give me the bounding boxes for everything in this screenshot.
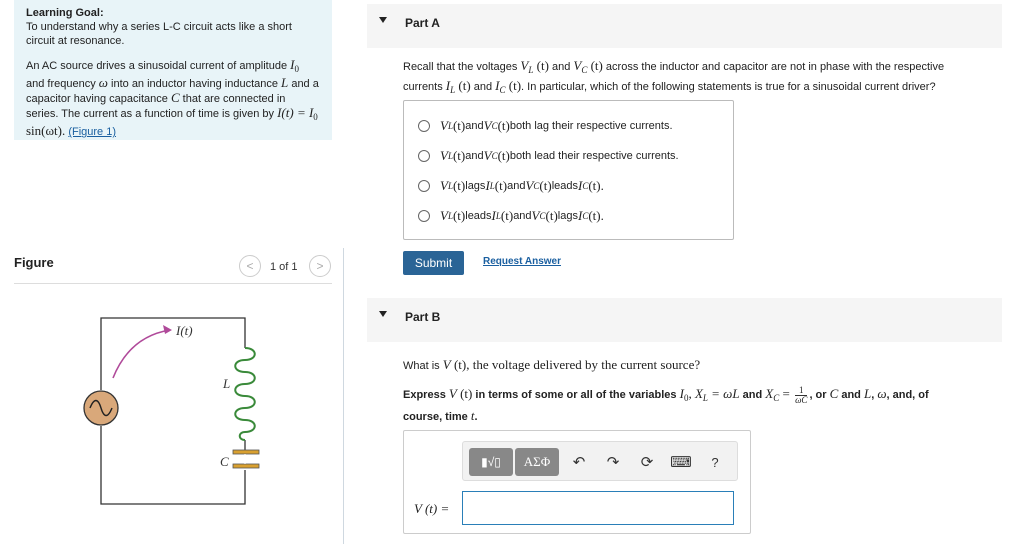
prev-figure-button[interactable]: < bbox=[239, 255, 261, 277]
current-arrow-icon bbox=[113, 325, 172, 378]
lc-circuit-figure bbox=[80, 310, 280, 510]
current-label: I(t) bbox=[176, 323, 193, 338]
part-a-question: Recall that the voltages $V_L$ (t) and $V_C$ (t) across the inductor and capacitor are not in phase with the respective currents $I_L$ (t) and $I_C$ (t). In particular, which of the following statements is true for a sinusoidal current driver? bbox=[403, 58, 945, 96]
fraction-1-over-omega-c: $\frac{1}{\omega C}$ bbox=[795, 384, 808, 405]
collapse-triangle-icon[interactable] bbox=[379, 311, 387, 317]
answer-label: V (t) = bbox=[414, 501, 450, 516]
choice-2[interactable]: V L (t) and V C (t) both lead their respective currents. bbox=[418, 147, 679, 165]
collapse-triangle-icon[interactable] bbox=[379, 17, 387, 23]
undo-icon[interactable]: ↶ bbox=[572, 454, 586, 471]
submit-button[interactable]: Submit bbox=[403, 251, 464, 275]
learning-goal-heading: Learning Goal: bbox=[26, 7, 104, 19]
figure-link[interactable]: (Figure 1) bbox=[68, 126, 116, 139]
inductor-label: L bbox=[223, 376, 231, 391]
choice-1[interactable]: V L (t) and V C (t) both lag their respective currents. bbox=[418, 117, 673, 135]
part-a-label: Part A bbox=[405, 16, 440, 30]
figure-title: Figure bbox=[14, 255, 54, 270]
inductor-icon bbox=[235, 348, 255, 440]
radio-button-1[interactable] bbox=[418, 120, 430, 132]
capacitor-icon bbox=[233, 450, 259, 468]
keyboard-icon[interactable]: ⌨ bbox=[670, 454, 692, 471]
help-icon[interactable]: ? bbox=[711, 454, 719, 470]
part-b-question: What is V (t), the voltage delivered by the current source? bbox=[403, 357, 701, 372]
capacitor-label: C bbox=[220, 454, 229, 469]
part-b-header[interactable] bbox=[367, 298, 1002, 342]
reset-icon[interactable]: ⟳ bbox=[640, 454, 654, 471]
learning-goal-text: To understand why a series L-C circuit acts like a short circuit at resonance. bbox=[26, 21, 292, 47]
choice-3[interactable]: V L (t) lags I L (t) and V C (t) leads I C (t). bbox=[418, 177, 604, 195]
ac-source-icon bbox=[84, 391, 118, 425]
math-toolbar bbox=[462, 441, 738, 481]
answer-input[interactable] bbox=[462, 491, 734, 525]
part-a-choices bbox=[403, 100, 734, 240]
problem-description: An AC source drives a sinusoidal current of amplitude $I_0$ and frequency ω into an inductor having inductance L and a capacitor having capacitance C that are connected in series. The current as a function of time is given by $I(t) = I_0$ sin(ωt). (Figure 1) bbox=[26, 57, 319, 139]
figure-header bbox=[14, 252, 332, 284]
radio-button-4[interactable] bbox=[418, 210, 430, 222]
greek-symbols-button[interactable]: ΑΣΦ bbox=[515, 448, 559, 476]
next-figure-button[interactable]: > bbox=[309, 255, 331, 277]
answer-box bbox=[403, 430, 751, 534]
request-answer-link[interactable]: Request Answer bbox=[483, 256, 561, 267]
choice-4[interactable]: V L (t) leads I L (t) and V C (t) lags I C (t). bbox=[418, 207, 604, 225]
figure-pager: 1 of 1 bbox=[270, 261, 298, 273]
redo-icon[interactable]: ↷ bbox=[606, 454, 620, 471]
radio-button-3[interactable] bbox=[418, 180, 430, 192]
learning-goal-panel bbox=[14, 0, 332, 140]
panel-divider bbox=[343, 248, 344, 544]
part-b-instructions: Express V (t) in terms of some or all of the variables $I_0$, $X_L = \omega L$ and $X_C$ = $\frac{1}{\omega C}$ , or C and L, ω, and, of course, time t. bbox=[403, 384, 929, 424]
part-b-label: Part B bbox=[405, 310, 441, 324]
templates-button[interactable]: ▮√▯ bbox=[469, 448, 513, 476]
part-a-header[interactable] bbox=[367, 4, 1002, 48]
radio-button-2[interactable] bbox=[418, 150, 430, 162]
